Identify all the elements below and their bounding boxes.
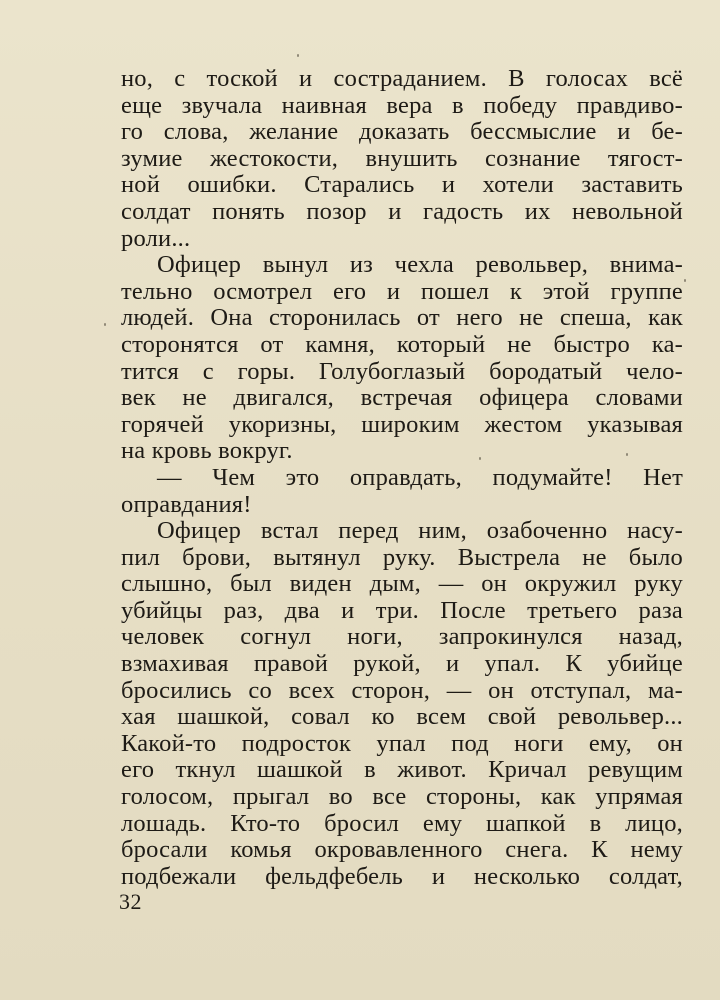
print-speck: [297, 54, 299, 57]
text-line: хая шашкой, совал ко всем свой револьвер...: [121, 703, 683, 731]
text-line: век не двигался, встречая офицера словами: [121, 384, 683, 412]
text-line: бросали комья окровавленного снега. К нему: [121, 836, 683, 864]
body-text: [121, 66, 683, 890]
text-line: взмахивая правой рукой, и упал. К убийце: [121, 650, 683, 678]
text-line: его ткнул шашкой в живот. Кричал ревущим: [121, 756, 683, 784]
text-line: лошадь. Кто-то бросил ему шапкой в лицо,: [121, 809, 683, 837]
print-speck: [626, 453, 628, 456]
text-line: слышно, был виден дым, — он окружил руку: [121, 570, 683, 598]
text-line: солдат понять позор и гадость их невольной: [121, 197, 683, 225]
text-line: бросились со всех сторон, — он отступал, ма-: [121, 676, 683, 704]
text-line: го слова, желание доказать бессмыслие и бе-: [121, 118, 683, 146]
text-line: оправдания!: [121, 490, 252, 518]
text-line: роли...: [121, 224, 191, 252]
text-line: сторонятся от камня, который не быстро ка-: [121, 330, 683, 358]
page-number: 32: [119, 889, 142, 914]
text-line: подбежали фельдфебель и несколько солдат,: [121, 862, 683, 890]
text-line: голосом, прыгал во все стороны, как упрямая: [121, 783, 683, 811]
text-line: тится с горы. Голубоглазый бородатый чело-: [121, 357, 683, 385]
text-line: на кровь вокруг.: [121, 437, 293, 465]
text-line: убийцы раз, два и три. После третьего раза: [121, 596, 683, 624]
text-line: но, с тоской и состраданием. В голосах всё: [121, 65, 683, 92]
text-line: — Чем это оправдать, подумайте! Нет: [157, 463, 683, 491]
print-speck: [479, 457, 481, 460]
text-line: тельно осмотрел его и пошел к этой группе: [121, 277, 683, 305]
text-line: зумие жестокости, внушить сознание тягост-: [121, 144, 683, 172]
text-line: Офицер встал перед ним, озабоченно насу-: [157, 517, 683, 545]
text-line: горячей укоризны, широким жестом указывая: [121, 410, 683, 438]
text-line: Какой-то подросток упал под ноги ему, он: [121, 729, 683, 757]
text-line: Офицер вынул из чехла револьвер, внима-: [157, 251, 683, 279]
print-speck: [684, 279, 686, 282]
print-speck: [104, 323, 106, 326]
text-line: ной ошибки. Старались и хотели заставить: [121, 171, 683, 199]
text-line: людей. Она сторонилась от него не спеша, как: [121, 304, 683, 332]
text-line: еще звучала наивная вера в победу правдиво-: [121, 91, 683, 119]
text-line: пил брови, вытянул руку. Выстрела не было: [121, 543, 683, 571]
text-line: человек согнул ноги, запрокинулся назад,: [121, 623, 683, 651]
